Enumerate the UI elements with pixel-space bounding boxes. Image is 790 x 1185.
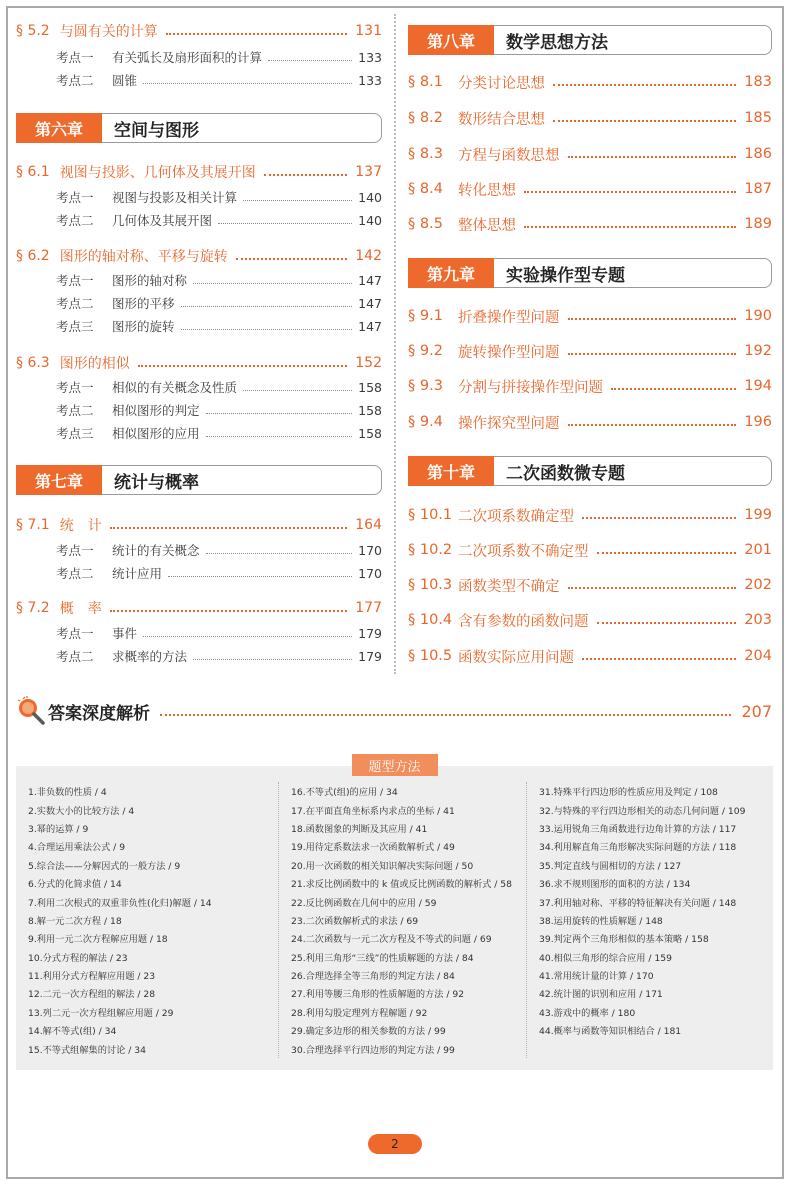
leader-dots	[193, 283, 352, 284]
method-item[interactable]: 43.游戏中的概率 / 180	[539, 1007, 636, 1019]
method-item[interactable]: 10.分式方程的解法 / 23	[28, 952, 128, 964]
section-title: 函数类型不确定	[458, 578, 560, 595]
leader-dots	[568, 353, 737, 355]
section-title: 与圆有关的计算	[59, 24, 158, 40]
section-title: 函数实际应用问题	[458, 649, 574, 666]
method-item[interactable]: 16.不等式(组)的应用 / 34	[291, 787, 398, 799]
chapter-name: 实验操作型专题	[506, 265, 625, 286]
toc-section-9-4[interactable]	[408, 410, 772, 434]
method-item[interactable]: 3.幂的运算 / 9	[28, 823, 89, 835]
kaodian-title: 统计的有关概念	[112, 543, 200, 558]
leader-dots	[553, 120, 736, 122]
leader-dots	[597, 552, 737, 554]
method-item[interactable]: 41.常用统计量的计算 / 170	[539, 971, 654, 983]
section-title: 方程与函数思想	[458, 147, 560, 164]
kaodian-title: 相似的有关概念及性质	[112, 380, 238, 395]
method-item[interactable]: 21.求反比例函数中的 k 值或反比例函数的解析式 / 58	[291, 879, 512, 891]
toc-kaodian[interactable]	[56, 270, 382, 290]
toc-kaodian[interactable]	[56, 423, 382, 443]
section-number: § 8.4	[408, 181, 443, 197]
kaodian-title: 圆锥	[112, 73, 138, 88]
toc-section-10-5[interactable]	[408, 644, 772, 668]
toc-section-8-1[interactable]	[408, 70, 772, 94]
section-title: 统 计	[59, 518, 102, 534]
method-item[interactable]: 5.综合法——分解因式的一般方法 / 9	[28, 860, 181, 872]
method-item[interactable]: 2.实数大小的比较方法 / 4	[28, 805, 135, 817]
kaodian-label: 考点一	[56, 273, 94, 288]
section-page: 183	[744, 74, 772, 90]
section-page: 202	[744, 577, 772, 593]
section-number: § 6.3	[16, 355, 50, 371]
toc-section-9-2[interactable]	[408, 339, 772, 363]
method-item[interactable]: 34.利用解直角三角形解决实际问题的方法 / 118	[539, 842, 737, 854]
method-item[interactable]: 18.函数图象的判断及其应用 / 41	[291, 823, 428, 835]
leader-dots	[193, 659, 352, 660]
section-number: § 7.1	[16, 517, 50, 533]
method-item[interactable]: 1.非负数的性质 / 4	[28, 787, 107, 799]
kaodian-page: 179	[358, 648, 382, 664]
methods-column-1	[24, 782, 264, 1058]
section-title: 概 率	[59, 601, 102, 617]
method-item[interactable]: 11.利用分式方程解应用题 / 23	[28, 971, 156, 983]
section-title: 分割与拼接操作型问题	[458, 379, 603, 396]
leader-dots	[206, 413, 353, 414]
leader-dots	[143, 636, 352, 637]
section-title: 整体思想	[458, 217, 516, 234]
method-item[interactable]: 13.列二元一次方程组解应用题 / 29	[28, 1007, 174, 1019]
section-number: § 8.1	[408, 74, 443, 90]
section-title: 折叠操作型问题	[458, 309, 560, 326]
chapter-heading-6[interactable]	[16, 113, 382, 143]
kaodian-label: 考点一	[56, 543, 94, 558]
section-page: 131	[355, 23, 382, 39]
chapter-heading-10[interactable]	[408, 456, 772, 486]
kaodian-title: 图形的旋转	[112, 319, 175, 334]
section-number: § 6.1	[16, 164, 50, 180]
section-number: § 10.5	[408, 648, 453, 664]
method-item[interactable]: 22.反比例函数在几何中的应用 / 59	[291, 897, 437, 909]
method-item[interactable]: 32.与特殊的平行四边形相关的动态几何问题 / 109	[539, 805, 746, 817]
section-number: § 9.2	[408, 343, 443, 359]
method-item[interactable]: 14.解不等式(组) / 34	[28, 1026, 117, 1038]
method-item[interactable]: 12.二元一次方程组的解法 / 28	[28, 989, 156, 1001]
kaodian-page: 179	[358, 625, 382, 641]
leader-dots	[568, 587, 737, 589]
kaodian-label: 考点二	[56, 296, 94, 311]
method-item[interactable]: 31.特殊平行四边形的性质应用及判定 / 108	[539, 787, 718, 799]
method-item[interactable]: 39.判定两个三角形相似的基本策略 / 158	[539, 934, 709, 946]
kaodian-page: 147	[358, 295, 382, 311]
page-number-badge: 2	[368, 1134, 422, 1154]
toc-kaodian[interactable]	[56, 210, 382, 230]
section-number: § 9.3	[408, 378, 443, 394]
magnifier-icon	[16, 696, 46, 726]
kaodian-page: 140	[358, 212, 382, 228]
kaodian-label: 考点一	[56, 50, 94, 65]
leader-dots	[568, 318, 737, 320]
toc-section-8-5[interactable]	[408, 212, 772, 236]
section-title: 操作探究型问题	[458, 415, 560, 432]
leader-dots	[524, 191, 736, 193]
kaodian-label: 考点一	[56, 190, 94, 205]
section-number: § 7.2	[16, 600, 50, 616]
leader-dots	[206, 553, 353, 554]
toc-section-9-1[interactable]	[408, 304, 772, 328]
chapter-tag: 第十章	[408, 456, 494, 486]
method-item[interactable]: 8.解一元二次方程 / 18	[28, 915, 122, 927]
kaodian-title: 统计应用	[112, 566, 163, 581]
section-number: § 10.1	[408, 507, 453, 523]
kaodian-title: 求概率的方法	[112, 649, 188, 664]
section-title: 数形结合思想	[458, 111, 545, 128]
toc-section-10-2[interactable]	[408, 538, 772, 562]
leader-dots	[243, 200, 352, 201]
leader-dots	[110, 527, 348, 529]
method-item[interactable]: 17.在平面直角坐标系内求点的坐标 / 41	[291, 805, 455, 817]
kaodian-page: 147	[358, 272, 382, 288]
section-page: 189	[744, 216, 772, 232]
section-number: § 10.2	[408, 542, 453, 558]
kaodian-label: 考点二	[56, 403, 94, 418]
kaodian-page: 158	[358, 402, 382, 418]
kaodian-page: 170	[358, 542, 382, 558]
section-page: 204	[744, 648, 772, 664]
method-item[interactable]: 28.利用勾股定理列方程解题 / 92	[291, 1007, 428, 1019]
kaodian-page: 158	[358, 425, 382, 441]
section-page: 192	[744, 343, 772, 359]
toc-section-6-1[interactable]	[16, 161, 382, 183]
leader-dots	[181, 329, 353, 330]
leader-dots	[611, 388, 736, 390]
toc-section-8-4[interactable]	[408, 177, 772, 201]
leader-dots	[268, 60, 352, 61]
toc-section-6-2[interactable]	[16, 245, 382, 267]
kaodian-label: 考点二	[56, 566, 94, 581]
leader-dots	[553, 84, 736, 86]
method-item[interactable]: 27.利用等腰三角形的性质解题的方法 / 92	[291, 989, 465, 1001]
section-page: 187	[744, 181, 772, 197]
method-item[interactable]: 20.用一次函数的相关知识解决实际问题 / 50	[291, 860, 474, 872]
section-page: 199	[744, 507, 772, 523]
section-number: § 9.1	[408, 308, 443, 324]
method-item[interactable]: 35.判定直线与圆相切的方法 / 127	[539, 860, 682, 872]
leader-dots	[138, 365, 348, 367]
section-number: § 8.3	[408, 146, 443, 162]
kaodian-label: 考点二	[56, 649, 94, 664]
method-item[interactable]: 29.确定多边形的相关参数的方法 / 99	[291, 1026, 446, 1038]
kaodian-title: 视图与投影及相关计算	[112, 190, 238, 205]
toc-section-7-2[interactable]	[16, 597, 382, 619]
section-title: 二次项系数不确定型	[458, 543, 589, 560]
kaodian-title: 图形的平移	[112, 296, 175, 311]
section-number: § 5.2	[16, 23, 50, 39]
leader-dots	[168, 576, 352, 577]
chapter-tag: 第八章	[408, 25, 494, 55]
toc-kaodian[interactable]	[56, 646, 382, 666]
chapter-tag: 第七章	[16, 465, 102, 495]
methods-column-2	[278, 782, 520, 1058]
kaodian-page: 147	[358, 318, 382, 334]
section-page: 152	[355, 355, 382, 371]
leader-dots	[524, 226, 736, 228]
section-page: 142	[355, 248, 382, 264]
chapter-name: 数学思想方法	[506, 32, 608, 53]
toc-section-10-3[interactable]	[408, 573, 772, 597]
section-title: 分类讨论思想	[458, 75, 545, 92]
leader-dots	[243, 390, 352, 391]
chapter-name: 空间与图形	[114, 120, 199, 141]
method-item[interactable]: 36.求不规则图形的面积的方法 / 134	[539, 879, 691, 891]
kaodian-label: 考点一	[56, 626, 94, 641]
leader-dots	[582, 658, 736, 660]
leader-dots	[110, 610, 348, 612]
method-item[interactable]: 26.合理选择全等三角形的判定方法 / 84	[291, 971, 455, 983]
section-page: 177	[355, 600, 382, 616]
section-number: § 8.5	[408, 216, 443, 232]
method-item[interactable]: 38.运用旋转的性质解题 / 148	[539, 915, 663, 927]
answer-page: 207	[741, 701, 772, 721]
leader-dots	[218, 223, 352, 224]
leader-dots	[582, 517, 736, 519]
chapter-name: 二次函数微专题	[506, 463, 625, 484]
section-number: § 10.3	[408, 577, 453, 593]
toc-section-10-4[interactable]	[408, 608, 772, 632]
section-page: 137	[355, 164, 382, 180]
methods-index-box	[16, 759, 773, 1070]
section-title: 含有参数的函数问题	[458, 613, 589, 630]
kaodian-title: 事件	[112, 626, 138, 641]
kaodian-label: 考点三	[56, 426, 94, 441]
toc-kaodian[interactable]	[56, 293, 382, 313]
kaodian-page: 170	[358, 565, 382, 581]
kaodian-label: 考点二	[56, 213, 94, 228]
kaodian-label: 考点二	[56, 73, 94, 88]
section-title: 视图与投影、几何体及其展开图	[59, 165, 256, 181]
section-page: 194	[744, 378, 772, 394]
leader-dots	[264, 174, 348, 176]
toc-section-5-2[interactable]	[16, 20, 382, 42]
section-title: 旋转操作型问题	[458, 344, 560, 361]
methods-header: 题型方法	[352, 754, 438, 776]
method-item[interactable]: 44.概率与函数等知识相结合 / 181	[539, 1026, 682, 1038]
toc-section-9-3[interactable]	[408, 374, 772, 398]
toc-kaodian[interactable]	[56, 623, 382, 643]
kaodian-label: 考点三	[56, 319, 94, 334]
kaodian-page: 158	[358, 379, 382, 395]
section-number: § 9.4	[408, 414, 443, 430]
section-page: 190	[744, 308, 772, 324]
leader-dots	[206, 436, 353, 437]
leader-dots	[568, 424, 737, 426]
leader-dots	[568, 156, 737, 158]
method-item[interactable]: 24.二次函数与一元二次方程及不等式的问题 / 69	[291, 934, 492, 946]
toc-answers[interactable]	[16, 696, 772, 726]
method-item[interactable]: 25.利用三角形“三线”的性质解题的方法 / 84	[291, 952, 474, 964]
toc-section-6-3[interactable]	[16, 352, 382, 374]
chapter-tag: 第六章	[16, 113, 102, 143]
section-page: 186	[744, 146, 772, 162]
kaodian-title: 相似图形的判定	[112, 403, 200, 418]
chapter-heading-8[interactable]	[408, 25, 772, 55]
toc-kaodian[interactable]	[56, 70, 382, 90]
leader-dots	[160, 714, 731, 716]
toc-kaodian[interactable]	[56, 540, 382, 560]
toc-section-7-1[interactable]	[16, 514, 382, 536]
section-title: 图形的轴对称、平移与旋转	[59, 249, 228, 265]
toc-kaodian[interactable]	[56, 563, 382, 583]
method-item[interactable]: 19.用待定系数法求一次函数解析式 / 49	[291, 842, 455, 854]
toc-kaodian[interactable]	[56, 377, 382, 397]
method-item[interactable]: 23.二次函数解析式的求法 / 69	[291, 915, 419, 927]
method-item[interactable]: 4.合理运用乘法公式 / 9	[28, 842, 126, 854]
kaodian-page: 140	[358, 189, 382, 205]
toc-section-8-2[interactable]	[408, 106, 772, 130]
section-title: 转化思想	[458, 182, 516, 199]
method-item[interactable]: 15.不等式组解集的讨论 / 34	[28, 1044, 146, 1056]
method-item[interactable]: 40.相似三角形的综合应用 / 159	[539, 952, 672, 964]
method-item[interactable]: 9.利用一元二次方程解应用题 / 18	[28, 934, 168, 946]
method-item[interactable]: 37.利用轴对称、平移的特征解决有关问题 / 148	[539, 897, 737, 909]
section-page: 164	[355, 517, 382, 533]
kaodian-label: 考点一	[56, 380, 94, 395]
section-title: 图形的相似	[59, 356, 130, 372]
leader-dots	[181, 306, 353, 307]
section-number: § 10.4	[408, 612, 453, 628]
kaodian-page: 133	[358, 72, 382, 88]
method-item[interactable]: 33.运用锐角三角函数进行边角计算的方法 / 117	[539, 823, 737, 835]
answer-title: 答案深度解析	[48, 703, 150, 724]
kaodian-page: 133	[358, 49, 382, 65]
section-title: 二次项系数确定型	[458, 508, 574, 525]
chapter-tag: 第九章	[408, 258, 494, 288]
section-page: 203	[744, 612, 772, 628]
section-number: § 8.2	[408, 110, 443, 126]
section-page: 196	[744, 414, 772, 430]
chapter-heading-7[interactable]	[16, 465, 382, 495]
chapter-heading-9[interactable]	[408, 258, 772, 288]
leader-dots	[597, 622, 737, 624]
method-item[interactable]: 6.分式的化简求值 / 14	[28, 879, 122, 891]
section-page: 201	[744, 542, 772, 558]
toc-kaodian[interactable]	[56, 400, 382, 420]
method-item[interactable]: 30.合理选择平行四边形的判定方法 / 99	[291, 1044, 455, 1056]
toc-section-10-1[interactable]	[408, 503, 772, 527]
toc-kaodian[interactable]	[56, 316, 382, 336]
leader-dots	[166, 33, 348, 35]
toc-kaodian[interactable]	[56, 187, 382, 207]
section-page: 185	[744, 110, 772, 126]
leader-dots	[143, 83, 352, 84]
section-number: § 6.2	[16, 248, 50, 264]
kaodian-title: 相似图形的应用	[112, 426, 200, 441]
column-divider	[394, 14, 396, 674]
toc-section-8-3[interactable]	[408, 142, 772, 166]
method-item[interactable]: 7.利用二次根式的双重非负性(化归)解题 / 14	[28, 897, 212, 909]
kaodian-title: 几何体及其展开图	[112, 213, 213, 228]
chapter-name: 统计与概率	[114, 472, 199, 493]
method-item[interactable]: 42.统计图的识别和应用 / 171	[539, 989, 663, 1001]
methods-column-3	[526, 782, 770, 1058]
toc-kaodian[interactable]	[56, 47, 382, 67]
kaodian-title: 有关弧长及扇形面积的计算	[112, 50, 263, 65]
leader-dots	[236, 258, 348, 260]
kaodian-title: 图形的轴对称	[112, 273, 188, 288]
